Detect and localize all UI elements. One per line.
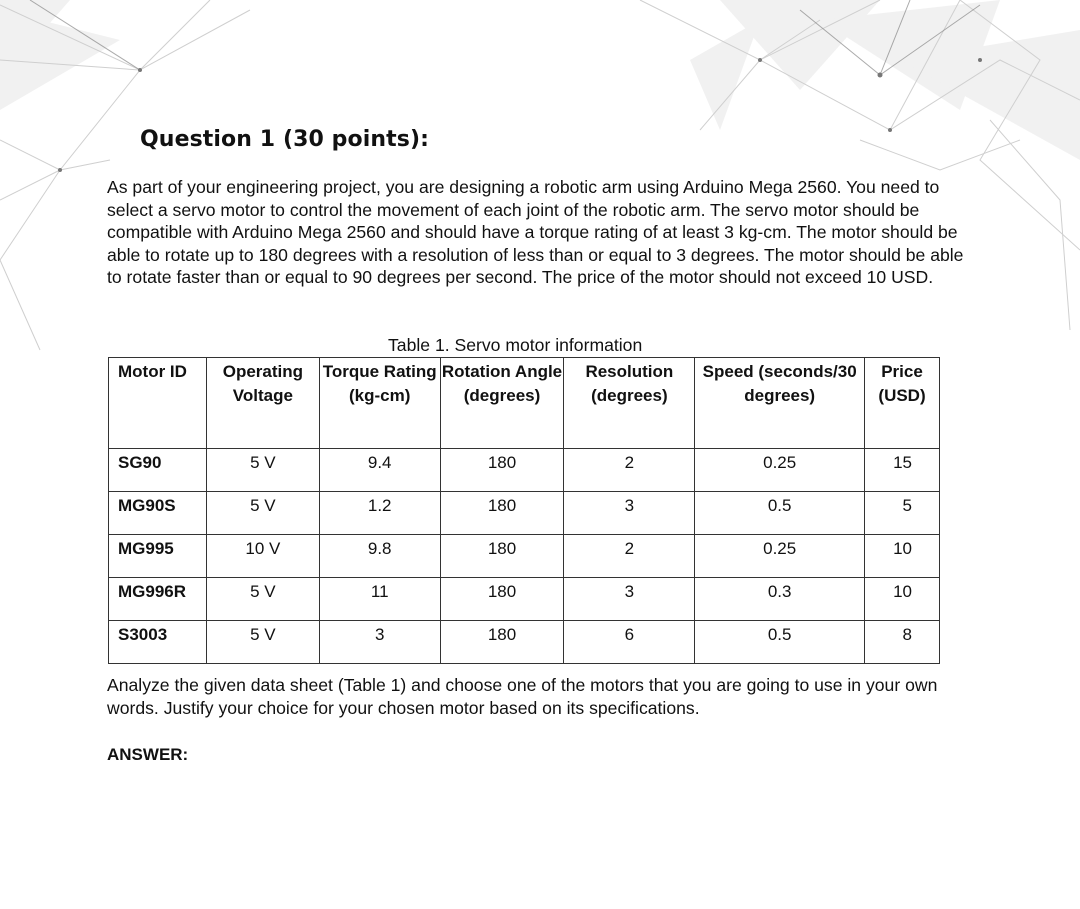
question-intro: As part of your engineering project, you are designing a robotic arm using Arduino Mega 2560. You need to select a servo motor to control the movement of each joint of the robotic arm. The servo motor should be compatible with Arduino Mega 2560 and should have a torque rating of at least 3 kg-cm. The motor should be able to rotate up to 180 degrees with a resolution of less than or equal to 3 degrees. The motor should be able to rotate faster than or equal to 90 degrees per second. The price of the motor should not exceed 10 USD. <box>107 177 964 288</box>
analysis-prompt: Analyze the given data sheet (Table 1) and choose one of the motors that you are going to use in your own words. Justify your choice for your chosen motor based on its specifications. <box>107 675 938 718</box>
header-operating-voltage: Operating Voltage <box>206 358 319 449</box>
cell-rotation: 180 <box>440 578 564 621</box>
cell-resolution: 2 <box>564 449 695 492</box>
table-row <box>109 535 940 578</box>
cell-motor-id: MG995 <box>109 535 207 578</box>
cell-resolution: 2 <box>564 535 695 578</box>
header-motor-id: Motor ID <box>109 358 207 449</box>
cell-resolution: 3 <box>564 578 695 621</box>
table-header-row <box>109 358 940 449</box>
header-rotation-angle: Rotation Angle (degrees) <box>440 358 564 449</box>
cell-voltage: 5 V <box>206 621 319 664</box>
cell-speed: 0.25 <box>695 535 865 578</box>
cell-speed: 0.5 <box>695 492 865 535</box>
header-speed: Speed (seconds/30 degrees) <box>695 358 865 449</box>
cell-price: 8 <box>865 621 940 664</box>
servo-motor-table <box>108 357 940 664</box>
question-title: Question 1 (30 points): <box>140 127 429 152</box>
cell-voltage: 5 V <box>206 449 319 492</box>
cell-rotation: 180 <box>440 535 564 578</box>
cell-speed: 0.5 <box>695 621 865 664</box>
header-torque-rating: Torque Rating (kg-cm) <box>319 358 440 449</box>
header-price: Price (USD) <box>865 358 940 449</box>
cell-motor-id: MG996R <box>109 578 207 621</box>
table-row <box>109 449 940 492</box>
cell-torque: 9.4 <box>319 449 440 492</box>
cell-torque: 11 <box>319 578 440 621</box>
header-resolution: Resolution (degrees) <box>564 358 695 449</box>
table-row <box>109 621 940 664</box>
cell-motor-id: MG90S <box>109 492 207 535</box>
cell-resolution: 3 <box>564 492 695 535</box>
cell-torque: 1.2 <box>319 492 440 535</box>
cell-torque: 9.8 <box>319 535 440 578</box>
answer-label: ANSWER: <box>107 745 189 764</box>
table-row <box>109 492 940 535</box>
cell-voltage: 10 V <box>206 535 319 578</box>
cell-voltage: 5 V <box>206 578 319 621</box>
cell-rotation: 180 <box>440 621 564 664</box>
cell-speed: 0.25 <box>695 449 865 492</box>
cell-price: 15 <box>865 449 940 492</box>
cell-resolution: 6 <box>564 621 695 664</box>
cell-price: 5 <box>865 492 940 535</box>
table-caption: Table 1. Servo motor information <box>388 335 643 355</box>
cell-motor-id: SG90 <box>109 449 207 492</box>
cell-torque: 3 <box>319 621 440 664</box>
cell-rotation: 180 <box>440 449 564 492</box>
table-row <box>109 578 940 621</box>
cell-voltage: 5 V <box>206 492 319 535</box>
cell-price: 10 <box>865 578 940 621</box>
cell-price: 10 <box>865 535 940 578</box>
cell-speed: 0.3 <box>695 578 865 621</box>
cell-motor-id: S3003 <box>109 621 207 664</box>
cell-rotation: 180 <box>440 492 564 535</box>
